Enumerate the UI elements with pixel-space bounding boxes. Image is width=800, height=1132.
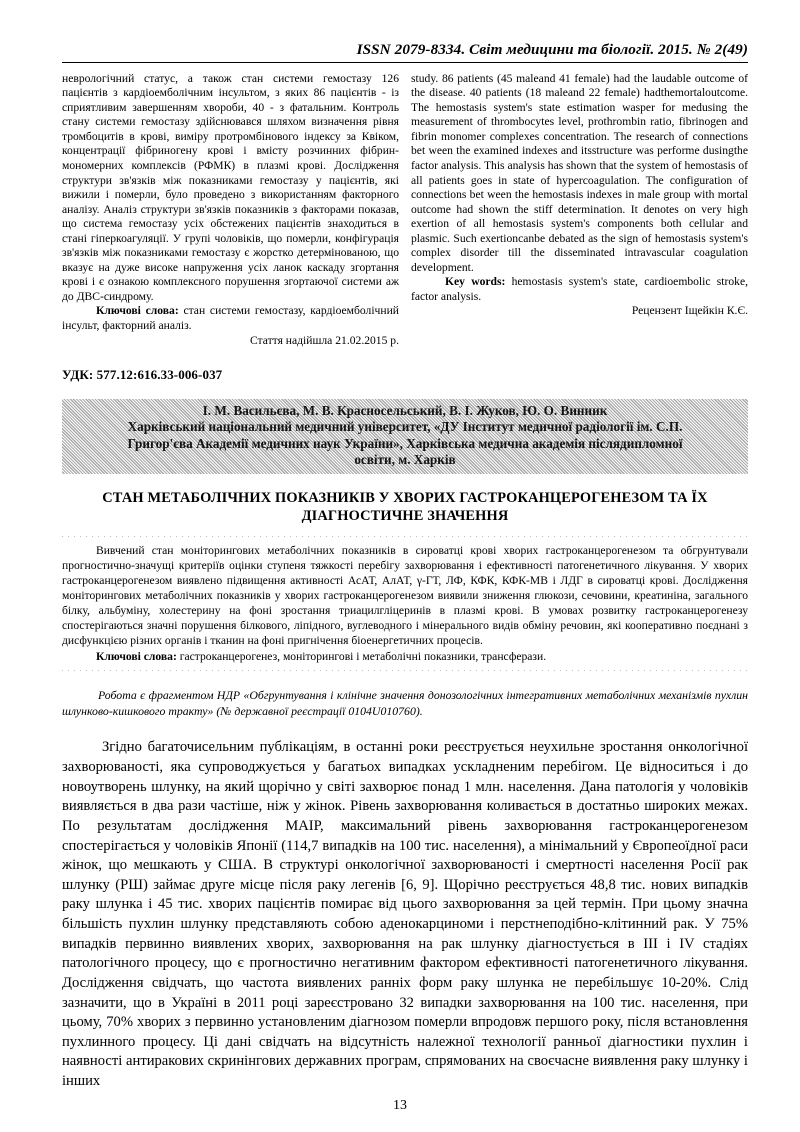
zigzag-divider-bottom [62, 668, 748, 674]
abstract-en-keywords-text: hemostasis system's state, cardioembolic stroke, factor analysis. [411, 275, 748, 303]
abstract-column-english [411, 72, 748, 348]
authors-list: І. М. Васильєва, М. В. Красносельський, В. І. Жуков, Ю. О. Винник [202, 403, 608, 419]
article-title-line-2: ДІАГНОСТИЧНЕ ЗНАЧЕННЯ [301, 507, 509, 524]
affiliation-line-2: Григор'єва Академії медичних наук України», Харківська медична академія післядипломної [127, 435, 683, 451]
article-abstract-keywords-line [62, 649, 748, 664]
reviewer-line: Рецензент Іщейкін К.Є. [631, 304, 748, 318]
article-title-line-1: СТАН МЕТАБОЛІЧНИХ ПОКАЗНИКІВ У ХВОРИХ ГАСТРОКАНЦЕРОГЕНЕЗОМ ТА ЇХ [102, 489, 708, 506]
main-body-paragraph: Згідно багаточисельним публікаціям, в останні роки реєструється неухильне зростання онкологічної захворюваності, яка супроводжується у багатьох випадках ускладненим перебігом. Це відноситься і до новоутворень шлунку, на який щорічно у світі захворює понад 1 млн. населення. Дана патологія у чоловіків виявляється в два рази частіше, ніж у жінок. Рівень захворювання коливається в достатньо широких межах. По результатам дослідження МАІР, максимальний рівень захворювання гастроканцерогенезом спостерігається у чоловіків Японії (114,7 випадків на 100 тис. населення), а мінімальний у Європеоїдної раси жінок, що мешкають у США. В структурі онкологічної захворюваності і смертності населення Росії рак шлунку (РШ) займає друге місце після раку легенів [6, 9]. Щорічно реєструється 48,8 тис. нових випадків раку шлунка і 45 тис. хворих пацієнтів помирає від цього захворювання за цей термін. При цьому значна більшість пухлин шлунку представляють собою аденокарциноми і перстнеподібно-клітинний рак. У 75% випадків первинно виявлених хворих, захворювання на рак шлунку діагностується в III і IV стадіях патологічного процесу, що є прогностично негативним фактором ефективності патогенетичного лікування. Дослідження свідчать, що частота виявлених ранніх форм раку шлунка не перебільшує 10-20%. Слід зазначити, що в Україні в 2011 році зареєстровано 32 випадки захворювання на 100 тис. населення, при цьому, 70% хворих з первинно установленим діагнозом померли впродовж першого року, після встановлення пухлинного процесу. Ці дані свідчать на відсутність належної технології ранньої діагностики пухлин і наявності антиракових скринінгових державних програм, спрямованих на своєчасне виявлення раку шлунку і інших [62, 739, 748, 1090]
funding-note [62, 688, 748, 719]
abstract-two-column-area [62, 72, 748, 348]
funding-note-text: Робота є фрагментом НДР «Обгрунтування і клінічне значення донозологічних інтегративних метаболічних механізмів пухлин шлунково-кишкового тракту» (№ державної реєстрації 0104U010760). [62, 688, 748, 718]
abstract-en-keywords-line [411, 275, 748, 304]
article-abstract-keywords-label: Ключові слова: [96, 650, 177, 664]
abstract-en-body: study. 86 patients (45 maleand 41 female) had the laudable outcome of the disease. 40 patients (18 maleand 22 female) hadthemortaloutcome. The hemostasis system's state estimation wasper for medusing the measurement of thrombocytes level, prothrombin ratio, fibrinogen and fibrin monomer complexes concentration. The research of connections bet ween the examined indexes and itsstructure was performe dusingthe factor analysis. This analysis has shown that the system of hemostasis of all patients goes in state of hypercoagulation. The configuration of connections bet ween the hemostasis indexes in male group with mortal outcome had shown the stiff determination. It denotes on very high exertion of all hemostasis system's components both cellular and plasmic. Such exertioncanbe debated as the sign of hemostasis system's complex disorder till the disseminated intravascular coagulation development. [411, 71, 748, 274]
authors-affiliation-band [62, 399, 748, 473]
abstract-en-keywords-label: Key words: [445, 275, 506, 289]
affiliation-line-1: Харківський національний медичний університет, «ДУ Інститут медичної радіології ім. С.П. [127, 419, 683, 435]
received-date: Стаття надійшла 21.02.2015 р. [249, 333, 399, 347]
article-title [62, 489, 748, 525]
affiliation-line-3: освіти, м. Харків [354, 452, 456, 468]
article-abstract-keywords-text: гастроканцерогенез, моніторингові і метаболічні показники, трансферази. [176, 650, 547, 664]
abstract-ua-keywords-line [62, 304, 399, 333]
abstract-column-ukrainian [62, 72, 399, 348]
header-rule [62, 62, 748, 63]
article-abstract [62, 543, 748, 665]
udc-code: УДК: 577.12:616.33-006-037 [62, 367, 223, 383]
zigzag-divider-top [62, 534, 748, 540]
abstract-ua-keywords-text: стан системи гемостазу, кардіоемболічний інсульт, факторний аналіз. [62, 304, 399, 333]
main-body [62, 738, 748, 1091]
abstract-ua-body: неврологічний статус, а також стан системи гемостазу 126 пацієнтів з кардіоемболічним інсультом, з яких 86 пацієнтів - із сприятливим завершенням хвороби, 40 - з фатальним. Контроль стану системи гемостазу здійснювався шляхом визначення рівня тромбоцитів в крові, виміру протромбінового індексу за Квіком, концентрації фібриногену крові і вмісту розчинних фібрин-мономерних комплексів (РФМК) в плазмі крові. Дослідження структури зв'язків між показниками гемостазу у пацієнтів, які вижили і померли, було проведено з використанням факторного аналізу. Аналіз структури зв'язків показників з факторами показав, що система гемостазу усіх обстежених пацієнтів знаходиться в стані гіперкоагуляції. У групі чоловіків, що померли, конфігурація зв'язків між показниками гемостазу є жорстко детермінованою, що вказує на дуже високе напруження усіх ланок каскаду згортання крові і є ознакою комплексного порушення згортаючої системи аж до ДВС-синдрому. [62, 71, 399, 303]
article-abstract-text: Вивчений стан моніторингових метаболічних показників в сироватці крові хворих гастроканцерогенезом та обгрунтували прогностично-значущі критеріїв оцінки ступеня тяжкості перебігу захворювання і ефективності патогенетичного лікування. У хворих гастроканцерогенезом виявлено підвищення активності АсАТ, АлАТ, γ-ГТ, ЛФ, КФК, КФК-МВ і ЛДГ в сироватці крові. Дослідження моніторингових метаболічних показників у хворих гастроканцерогенезом виявили зниження глюкози, сечовини, креатиніна, загального білку, альбуміну, холестерину на фоні зростання триацилгліцеринів в плазмі крові. В умовах розвитку гастроканцерогенезу спостерігаються значні порушення білкового, ліпідного, вуглеводного і мінерального видів обміну речовин, які кооперативно поєднані з дисфункцією різних органів і тканин на фоні пригнічення біоенергетичних процесів. [62, 543, 748, 648]
page-number: 13 [393, 1098, 407, 1113]
abstract-ua-keywords-label: Ключові слова: [96, 304, 179, 318]
running-header: ISSN 2079-8334. Світ медицини та біології. 2015. № 2(49) [356, 41, 748, 58]
